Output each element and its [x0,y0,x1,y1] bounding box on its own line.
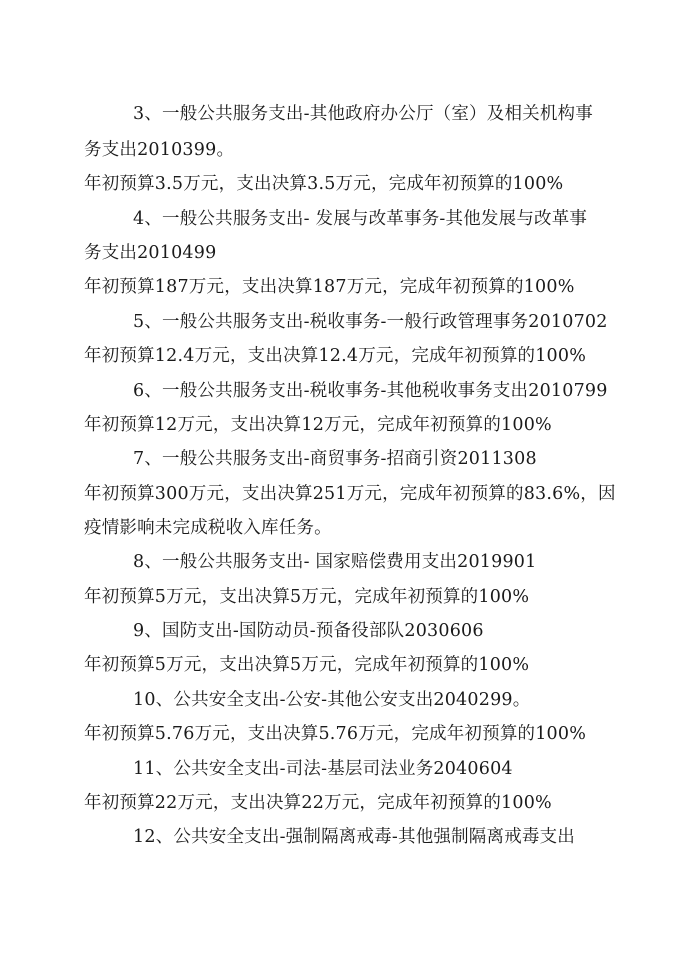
item-4-budget-line: 年初预算187万元，支出决算187万元，完成年初预算的100% [84,277,575,297]
item-3-heading-line-1: 3、一般公共服务支出-其他政府办公厅（室）及相关机构事 [133,104,593,124]
item-6-heading-line-1: 6、一般公共服务支出-税收事务-其他税收事务支出2010799 [133,381,608,401]
item-3-heading-line-2: 务支出2010399。 [84,140,235,160]
item-12-heading-line-1: 12、公共安全支出-强制隔离戒毒-其他强制隔离戒毒支出 [133,827,575,847]
item-9-budget-line: 年初预算5万元，支出决算5万元，完成年初预算的100% [84,655,530,675]
item-10-heading-line-1: 10、公共安全支出-公安-其他公安支出2040299。 [133,690,531,710]
item-4-heading-line-1: 4、一般公共服务支出- 发展与改革事务-其他发展与改革事 [133,209,588,229]
item-5-heading-line-1: 5、一般公共服务支出-税收事务-一般行政管理事务2010702 [133,312,608,332]
item-9-heading-line-1: 9、国防支出-国防动员-预备役部队2030606 [133,621,484,641]
item-7-heading-line-1: 7、一般公共服务支出-商贸事务-招商引资2011308 [133,449,537,469]
item-8-heading-line-1: 8、一般公共服务支出- 国家赔偿费用支出2019901 [133,552,537,572]
item-8-budget-line: 年初预算5万元，支出决算5万元，完成年初预算的100% [84,587,530,607]
item-11-budget-line: 年初预算22万元，支出决算22万元，完成年初预算的100% [84,793,552,813]
item-6-budget-line: 年初预算12万元，支出决算12万元，完成年初预算的100% [84,415,552,435]
item-10-budget-line: 年初预算5.76万元，支出决算5.76万元，完成年初预算的100% [84,724,587,744]
item-4-heading-line-2: 务支出2010499 [84,243,217,263]
item-11-heading-line-1: 11、公共安全支出-司法-基层司法业务2040604 [133,759,513,779]
item-7-budget-line-2: 疫情影响未完成税收入库任务。 [84,518,332,538]
item-5-budget-line: 年初预算12.4万元，支出决算12.4万元，完成年初预算的100% [84,346,587,366]
item-7-budget-line-1: 年初预算300万元，支出决算251万元，完成年初预算的83.6%，因 [84,484,616,504]
item-3-budget-line: 年初预算3.5万元，支出决算3.5万元，完成年初预算的100% [84,174,564,194]
